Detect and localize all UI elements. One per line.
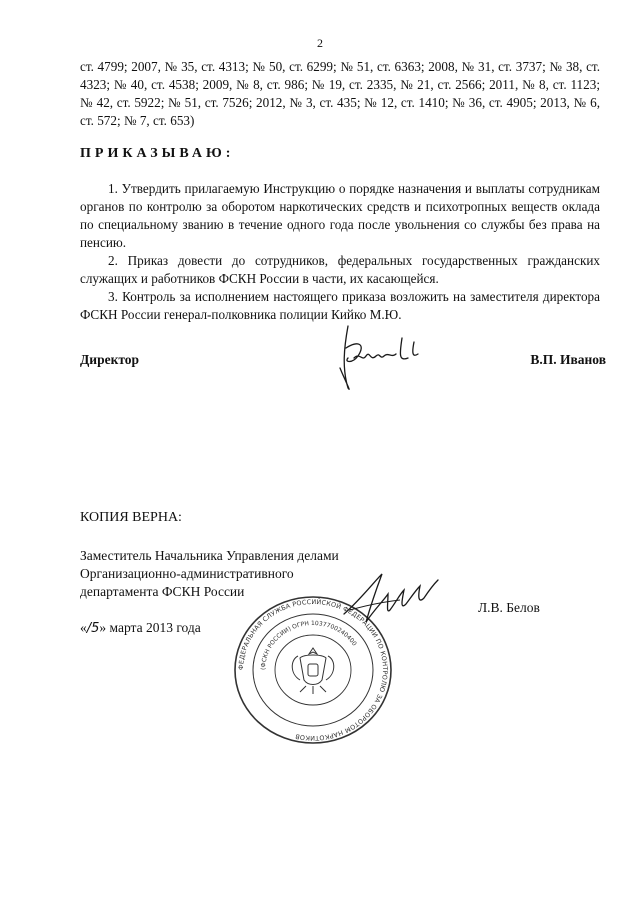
eagle-emblem-icon bbox=[292, 648, 334, 694]
page-number: 2 bbox=[317, 36, 323, 50]
copy-role-line-1: Заместитель Начальника Управления делами bbox=[80, 548, 339, 563]
copy-certified-title: КОПИЯ ВЕРНА: bbox=[80, 510, 182, 525]
order-items bbox=[80, 180, 600, 324]
signatory-role: Директор bbox=[80, 352, 140, 367]
order-heading: ПРИКАЗЫВАЮ: bbox=[80, 146, 235, 161]
date-quote-open: « bbox=[80, 620, 87, 635]
copy-certifier-name: Л.В. Белов bbox=[478, 600, 540, 615]
copy-role-line-2: Организационно-административного bbox=[80, 566, 294, 581]
order-item-3: 3. Контроль за исполнением настоящего приказа возложить на заместителя директора ФСКН России генерал-полковника полиции Кийко М.Ю. bbox=[80, 289, 600, 322]
intro-citation-text: ст. 4799; 2007, № 35, ст. 4313; № 50, ст. 6299; № 51, ст. 6363; 2008, № 31, ст. 3737; № 38, ст. 4323; № 40, ст. 4538; 2009, № 8, ст. 986; № 19, ст. 2335, № 21, ст. 2566; 2011, № 8, ст. 1123; № 42, ст. 5922; № 51, ст. 7526; 2012, № 3, ст. 435; № 12, ст. 1410; № 36, ст. 4905; 2013, № 6, ст. 572; № 7, ст. 653) bbox=[80, 59, 600, 128]
certifier-signature bbox=[330, 560, 460, 640]
copy-date bbox=[80, 620, 201, 636]
seal-outer-text: ФЕДЕРАЛЬНАЯ СЛУЖБА РОССИЙСКОЙ ФЕДЕРАЦИИ ПО КОНТРОЛЮ ЗА ОБОРОТОМ НАРКОТИКОВ bbox=[236, 597, 390, 743]
director-signature bbox=[318, 318, 438, 398]
date-rest: » марта 2013 года bbox=[99, 620, 201, 635]
order-item-2: 2. Приказ довести до сотрудников, федеральных государственных гражданских служащих и работников ФСКН России в части, их касающейся. bbox=[80, 253, 600, 286]
date-day-handwritten: /5 bbox=[86, 621, 100, 636]
signatory-name: В.П. Иванов bbox=[530, 352, 606, 367]
seal-inner-text: (ФСКН РОССИИ) ОГРН 1037700240400 bbox=[259, 619, 358, 671]
copy-role-line-3: департамента ФСКН России bbox=[80, 584, 245, 599]
order-item-1: 1. Утвердить прилагаемую Инструкцию о порядке назначения и выплаты сотрудникам органов по контролю за оборотом наркотических средств и психотропных веществ оклада по специальному званию в течение одного года после увольнения со службы без права на пенсию. bbox=[80, 181, 600, 250]
